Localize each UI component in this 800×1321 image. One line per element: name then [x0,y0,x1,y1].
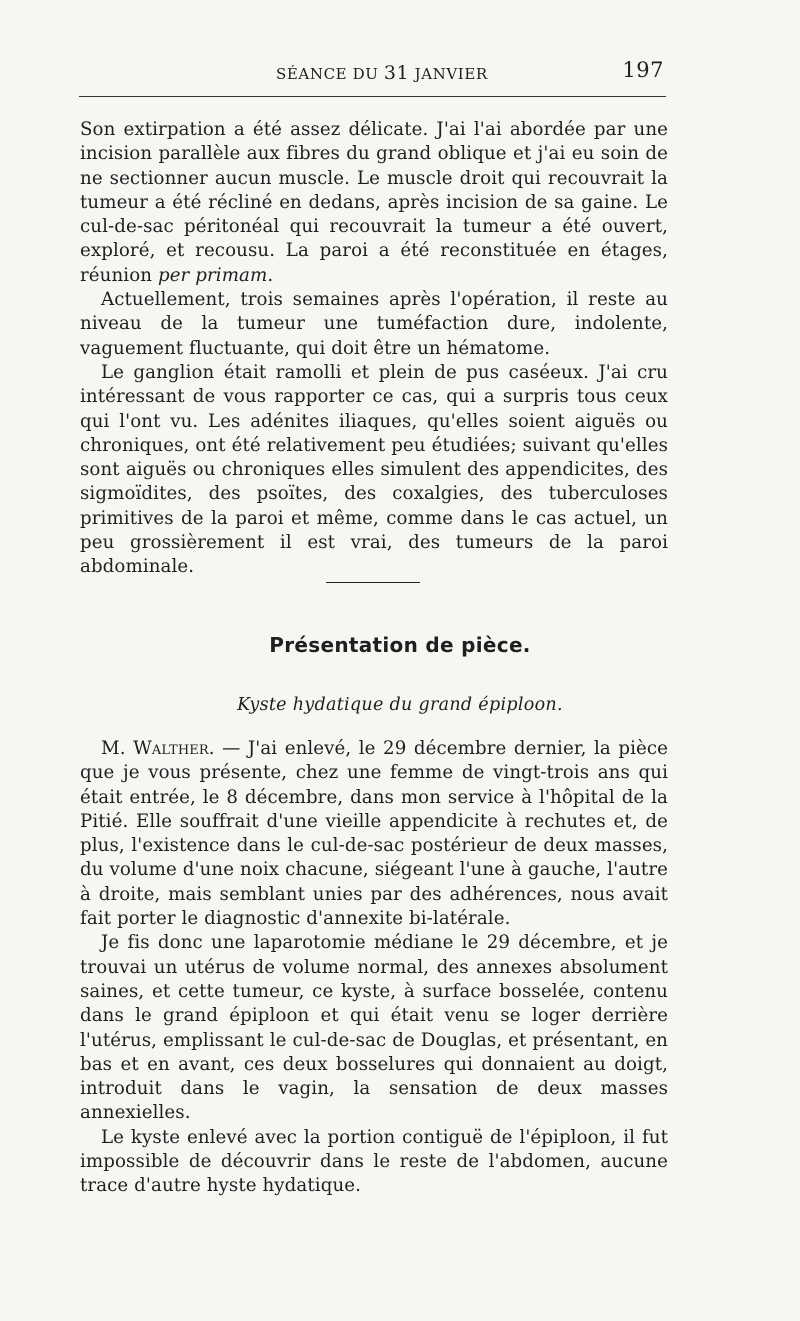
paragraph: Le ganglion était ramolli et plein de pus caséeux. J'ai cru intéressant de vous rapporter ce cas, qui a surpris tous ceux qui l'ont vu. Les adénites iliaques, qu'elles soient aiguës ou chroniques, ont été relativement peu étudiées; suivant qu'elles sont aiguës ou chroniques elles simulent des appendicites, des sigmoïdites, des psoïtes, des coxalgies, des tuberculoses primitives de la paroi et même, comme dans le cas actuel, un peu grossièrement il est vrai, des tumeurs de la paroi abdominale. [80,361,668,578]
running-title [276,62,488,84]
running-title-pre: SÉANCE DU [276,65,384,83]
page-number: 197 [622,58,664,82]
paragraph: Le kyste enlevé avec la portion contiguë de l'épiploon, il fut impossible de découvrir dans le reste de l'abdomen, aucune trace d'autre hyste hydatique. [80,1126,668,1197]
section-title: Présentation de pièce. [269,633,531,657]
text-block-presentation [80,737,668,1199]
paragraph-end: . [267,264,274,286]
running-title-post: JANVIER [409,65,488,83]
paragraph-text: Son extirpation a été assez délicate. J'ai l'ai abordée par une incision parallèle aux fibres du grand oblique et j'ai eu soin de ne sectionner aucun muscle. Le muscle droit qui recouvrait la tumeur a été récliné en dedans, après incision de sa gaine. Le cul-de-sac péritonéal qui recouvrait la tumeur a été ouvert, exploré, et recousu. La paroi a été reconstituée en étages, réunion [80,119,668,286]
text-block-continuation [80,118,668,580]
speaker-name: Walther [133,738,209,759]
paragraph [80,737,668,931]
speaker-dash: . — [208,738,248,759]
running-title-number: 31 [383,62,410,84]
header-rule [79,96,666,97]
latin-phrase: per primam [157,264,268,286]
speaker-prefix: M. [101,738,134,759]
paragraph: Je fis donc une laparotomie médiane le 29 décembre, et je trouvai un utérus de volume normal, des annexes absolument saines, et cette tumeur, ce kyste, à surface bosselée, contenu dans le grand épiploon et qui était venu se loger derrière l'utérus, emplissant le cul-de-sac de Douglas, et présentant, en bas et en avant, ces deux bosselures qui donnaient au doigt, introduit dans le vagin, la sensation de deux masses annexielles. [80,932,668,1124]
section-separator [326,582,420,583]
paragraph-text: J'ai enlevé, le 29 décembre dernier, la pièce que je vous présente, chez une femme de vingt-trois ans qui était entrée, le 8 décembre, dans mon service à l'hôpital de la Pitié. Elle souffrait d'une vieille appendicite à rechutes et, de plus, l'existence dans le cul-de-sac postérieur de deux masses, du volume d'une noix chacune, siégeant l'une à gauche, l'autre à droite, mais semblant unies par des adhérences, nous avait fait porter le diagnostic d'annexite bi-latérale. [80,738,668,930]
running-head [80,58,666,88]
section-subtitle: Kyste hydatique du grand épiploon. [237,695,563,715]
paragraph [80,118,668,288]
paragraph: Actuellement, trois semaines après l'opération, il reste au niveau de la tumeur une tuméfaction dure, indolente, vaguement fluctuante, qui doit être un hématome. [80,289,668,359]
